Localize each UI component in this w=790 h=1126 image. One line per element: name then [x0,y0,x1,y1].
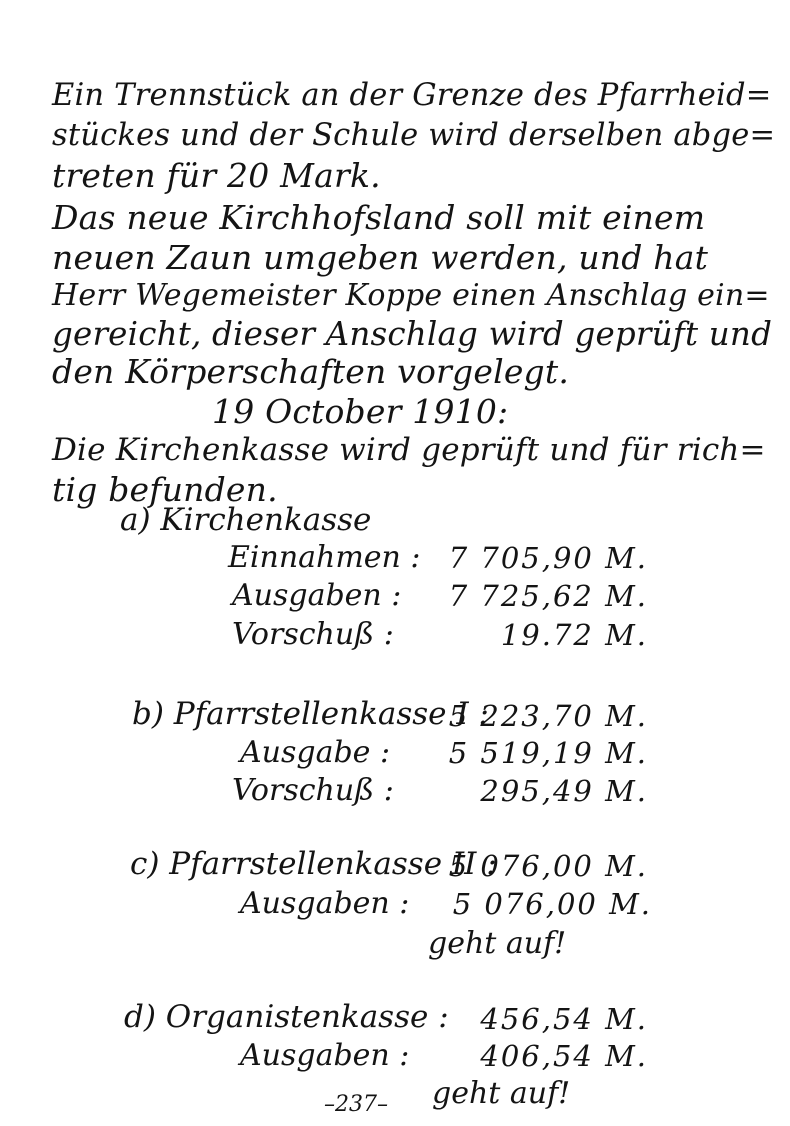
text-line: treten für 20 Mark. [52,156,381,195]
row-amount: 19.72 M. [500,618,648,652]
date-line: 19 October 1910: [212,392,509,431]
section-d-note: geht auf! [432,1076,571,1111]
text-line: den Körperschaften vorgelegt. [52,352,570,391]
row-label: Ausgaben : [240,886,410,921]
section-c-amount: 5 076,00 M. [448,849,648,883]
row-label: Vorschuß : [232,617,394,652]
text-line: Herr Wegemeister Koppe einen Anschlag ein= [52,278,770,313]
text-line: neuen Zaun umgeben werden, und hat [52,238,709,277]
section-b-heading: b) Pfarrstellenkasse I : [132,696,489,732]
page-number: –237– [324,1092,388,1117]
row-label: Vorschuß : [232,773,394,808]
section-a-heading: a) Kirchenkasse [120,502,372,538]
text-line: tig befunden. [52,470,278,509]
row-amount: 5 076,00 M. [452,887,652,921]
row-label: Einnahmen : [228,540,421,575]
text-line: Das neue Kirchhofsland soll mit einem [52,198,706,237]
row-amount: 295,49 M. [480,774,648,808]
section-d-heading: d) Organistenkasse : [124,999,449,1035]
text-line: gereicht, dieser Anschlag wird geprüft und [52,315,773,353]
row-label: Ausgabe : [240,735,391,770]
text-line: stückes und der Schule wird derselben abge= [52,118,776,153]
text-line: Ein Trennstück an der Grenze des Pfarrheid= [52,78,772,113]
row-amount: 7 725,62 M. [448,579,648,613]
section-b-amount: 5 223,70 M. [448,699,648,733]
section-c-note: geht auf! [428,926,567,961]
section-d-amount: 456,54 M. [480,1002,648,1036]
row-amount: 406,54 M. [480,1039,648,1073]
row-label: Ausgaben : [232,578,402,613]
row-amount: 7 705,90 M. [448,541,648,575]
row-amount: 5 519,19 M. [448,736,648,770]
section-c-heading: c) Pfarrstellenkasse II : [130,846,497,882]
row-label: Ausgaben : [240,1038,410,1073]
text-line: Die Kirchenkasse wird geprüft und für rich= [52,432,766,468]
